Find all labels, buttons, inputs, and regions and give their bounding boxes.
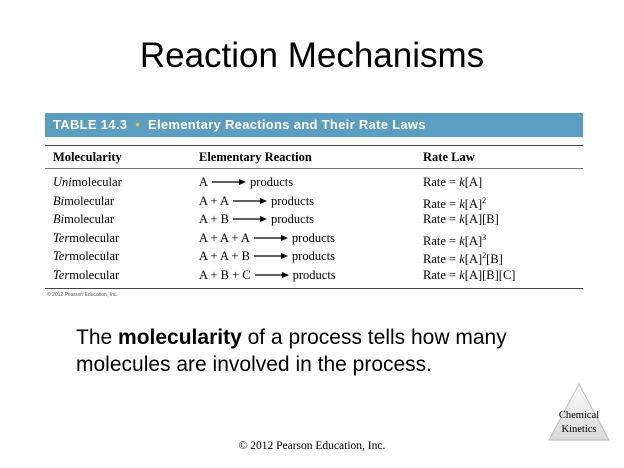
- molecularity-statement: [76, 324, 576, 378]
- reaction-arrow-icon: [254, 229, 288, 248]
- table-row: [45, 247, 583, 266]
- reactants: A + B: [199, 212, 229, 226]
- rate-concentrations: [A][B]: [464, 212, 499, 226]
- table-title: Elementary Reactions and Their Rate Laws: [147, 117, 426, 132]
- cell-molecularity: [45, 173, 199, 192]
- header-rate-law: Rate Law: [423, 150, 475, 164]
- products: products: [250, 175, 294, 189]
- products: products: [270, 212, 315, 226]
- rate-exponent: 3: [482, 232, 487, 242]
- table-rule-bottom: [45, 288, 583, 289]
- products: products: [292, 267, 336, 282]
- rate-concentrations: [A]: [464, 175, 483, 189]
- rate-prefix: Rate =: [423, 233, 460, 248]
- cell-elementary-reaction: [199, 247, 423, 266]
- statement-bold-term: molecularity: [118, 326, 242, 349]
- products: products: [291, 249, 335, 263]
- cell-elementary-reaction: [199, 229, 423, 248]
- reactants: A + A + A: [199, 230, 250, 245]
- reaction-arrow-icon: [233, 192, 267, 211]
- slide-footer: © 2012 Pearson Education, Inc.: [238, 440, 386, 452]
- rate-prefix: Rate =: [423, 212, 460, 226]
- molecularity-suffix: molecular: [69, 249, 120, 263]
- cell-molecularity: [45, 247, 199, 266]
- rate-constant: k: [459, 212, 465, 226]
- rate-prefix: Rate =: [423, 267, 460, 282]
- molecularity-prefix: Ter: [53, 249, 70, 263]
- molecularity-prefix: Bi: [53, 193, 65, 208]
- header-elementary-reaction: Elementary Reaction: [199, 150, 312, 164]
- molecularity-prefix: Ter: [53, 267, 70, 282]
- rate-concentrations: [A]: [464, 252, 483, 267]
- rate-concentrations: [A]: [464, 196, 483, 211]
- rate-exponent: 2: [482, 195, 487, 205]
- rate-constant: k: [459, 267, 465, 282]
- cell-rate-law: [423, 192, 583, 211]
- rate-exponent: 2: [482, 251, 487, 260]
- cell-rate-law: [423, 210, 583, 229]
- cell-molecularity: [45, 266, 199, 285]
- reaction-arrow-icon: [255, 266, 289, 285]
- reactants: A + B + C: [199, 267, 251, 282]
- reactants: A: [199, 175, 209, 189]
- rate-concentrations: [A][B][C]: [464, 267, 516, 282]
- cell-rate-law: [423, 229, 583, 248]
- table-row: [45, 173, 583, 192]
- reaction-arrow-icon: [233, 210, 267, 229]
- badge-line-2: Kinetics: [561, 424, 597, 435]
- molecularity-prefix: Ter: [53, 230, 70, 245]
- products: products: [291, 230, 335, 245]
- molecularity-prefix: Bi: [53, 212, 65, 226]
- products: products: [270, 193, 315, 208]
- slide-title: Reaction Mechanisms: [139, 36, 485, 75]
- table-row: [45, 192, 583, 211]
- cell-elementary-reaction: [199, 266, 423, 285]
- cell-molecularity: [45, 229, 199, 248]
- statement-before: The: [76, 326, 119, 349]
- table-copyright: © 2012 Pearson Education, Inc.: [47, 292, 118, 298]
- cell-molecularity: [45, 192, 199, 211]
- reactants: A + A + B: [199, 249, 250, 263]
- cell-elementary-reaction: [199, 192, 423, 211]
- rate-laws-table: [45, 113, 583, 298]
- table-label: TABLE 14.3: [53, 117, 128, 132]
- rate-constant: k: [459, 252, 465, 267]
- header-molecularity: Molecularity: [53, 150, 122, 164]
- rate-prefix: Rate =: [423, 196, 460, 211]
- chemical-kinetics-badge: [548, 382, 610, 442]
- table-header-row: [45, 146, 583, 168]
- table-row: [45, 229, 583, 248]
- molecularity-suffix: molecular: [71, 175, 122, 189]
- cell-rate-law: [423, 173, 583, 192]
- reaction-arrow-icon: [254, 247, 288, 266]
- table-banner: [45, 113, 583, 137]
- rate-prefix: Rate =: [423, 175, 460, 189]
- rate-prefix: Rate =: [423, 252, 460, 267]
- rate-constant: k: [459, 233, 465, 248]
- cell-molecularity: [45, 210, 199, 229]
- reaction-arrow-icon: [212, 173, 246, 192]
- molecularity-suffix: molecular: [69, 230, 120, 245]
- rate-constant: k: [459, 175, 465, 189]
- table-body: [45, 169, 583, 288]
- rate-tail: [B]: [486, 252, 503, 267]
- rate-constant: k: [459, 196, 465, 211]
- cell-elementary-reaction: [199, 210, 423, 229]
- cell-rate-law: [423, 247, 583, 266]
- badge-line-1: Chemical: [558, 410, 600, 421]
- table-bullet: •: [135, 117, 141, 132]
- table-row: [45, 210, 583, 229]
- rate-concentrations: [A]: [464, 233, 483, 248]
- cell-elementary-reaction: [199, 173, 423, 192]
- molecularity-prefix: Uni: [53, 175, 72, 189]
- molecularity-suffix: molecular: [64, 212, 115, 226]
- molecularity-suffix: molecular: [69, 267, 120, 282]
- table-row: [45, 266, 583, 285]
- reactants: A + A: [199, 193, 229, 208]
- statement-after: of a process tells how many molecules are involved in the process.: [76, 326, 507, 376]
- cell-rate-law: [423, 266, 583, 285]
- molecularity-suffix: molecular: [64, 193, 115, 208]
